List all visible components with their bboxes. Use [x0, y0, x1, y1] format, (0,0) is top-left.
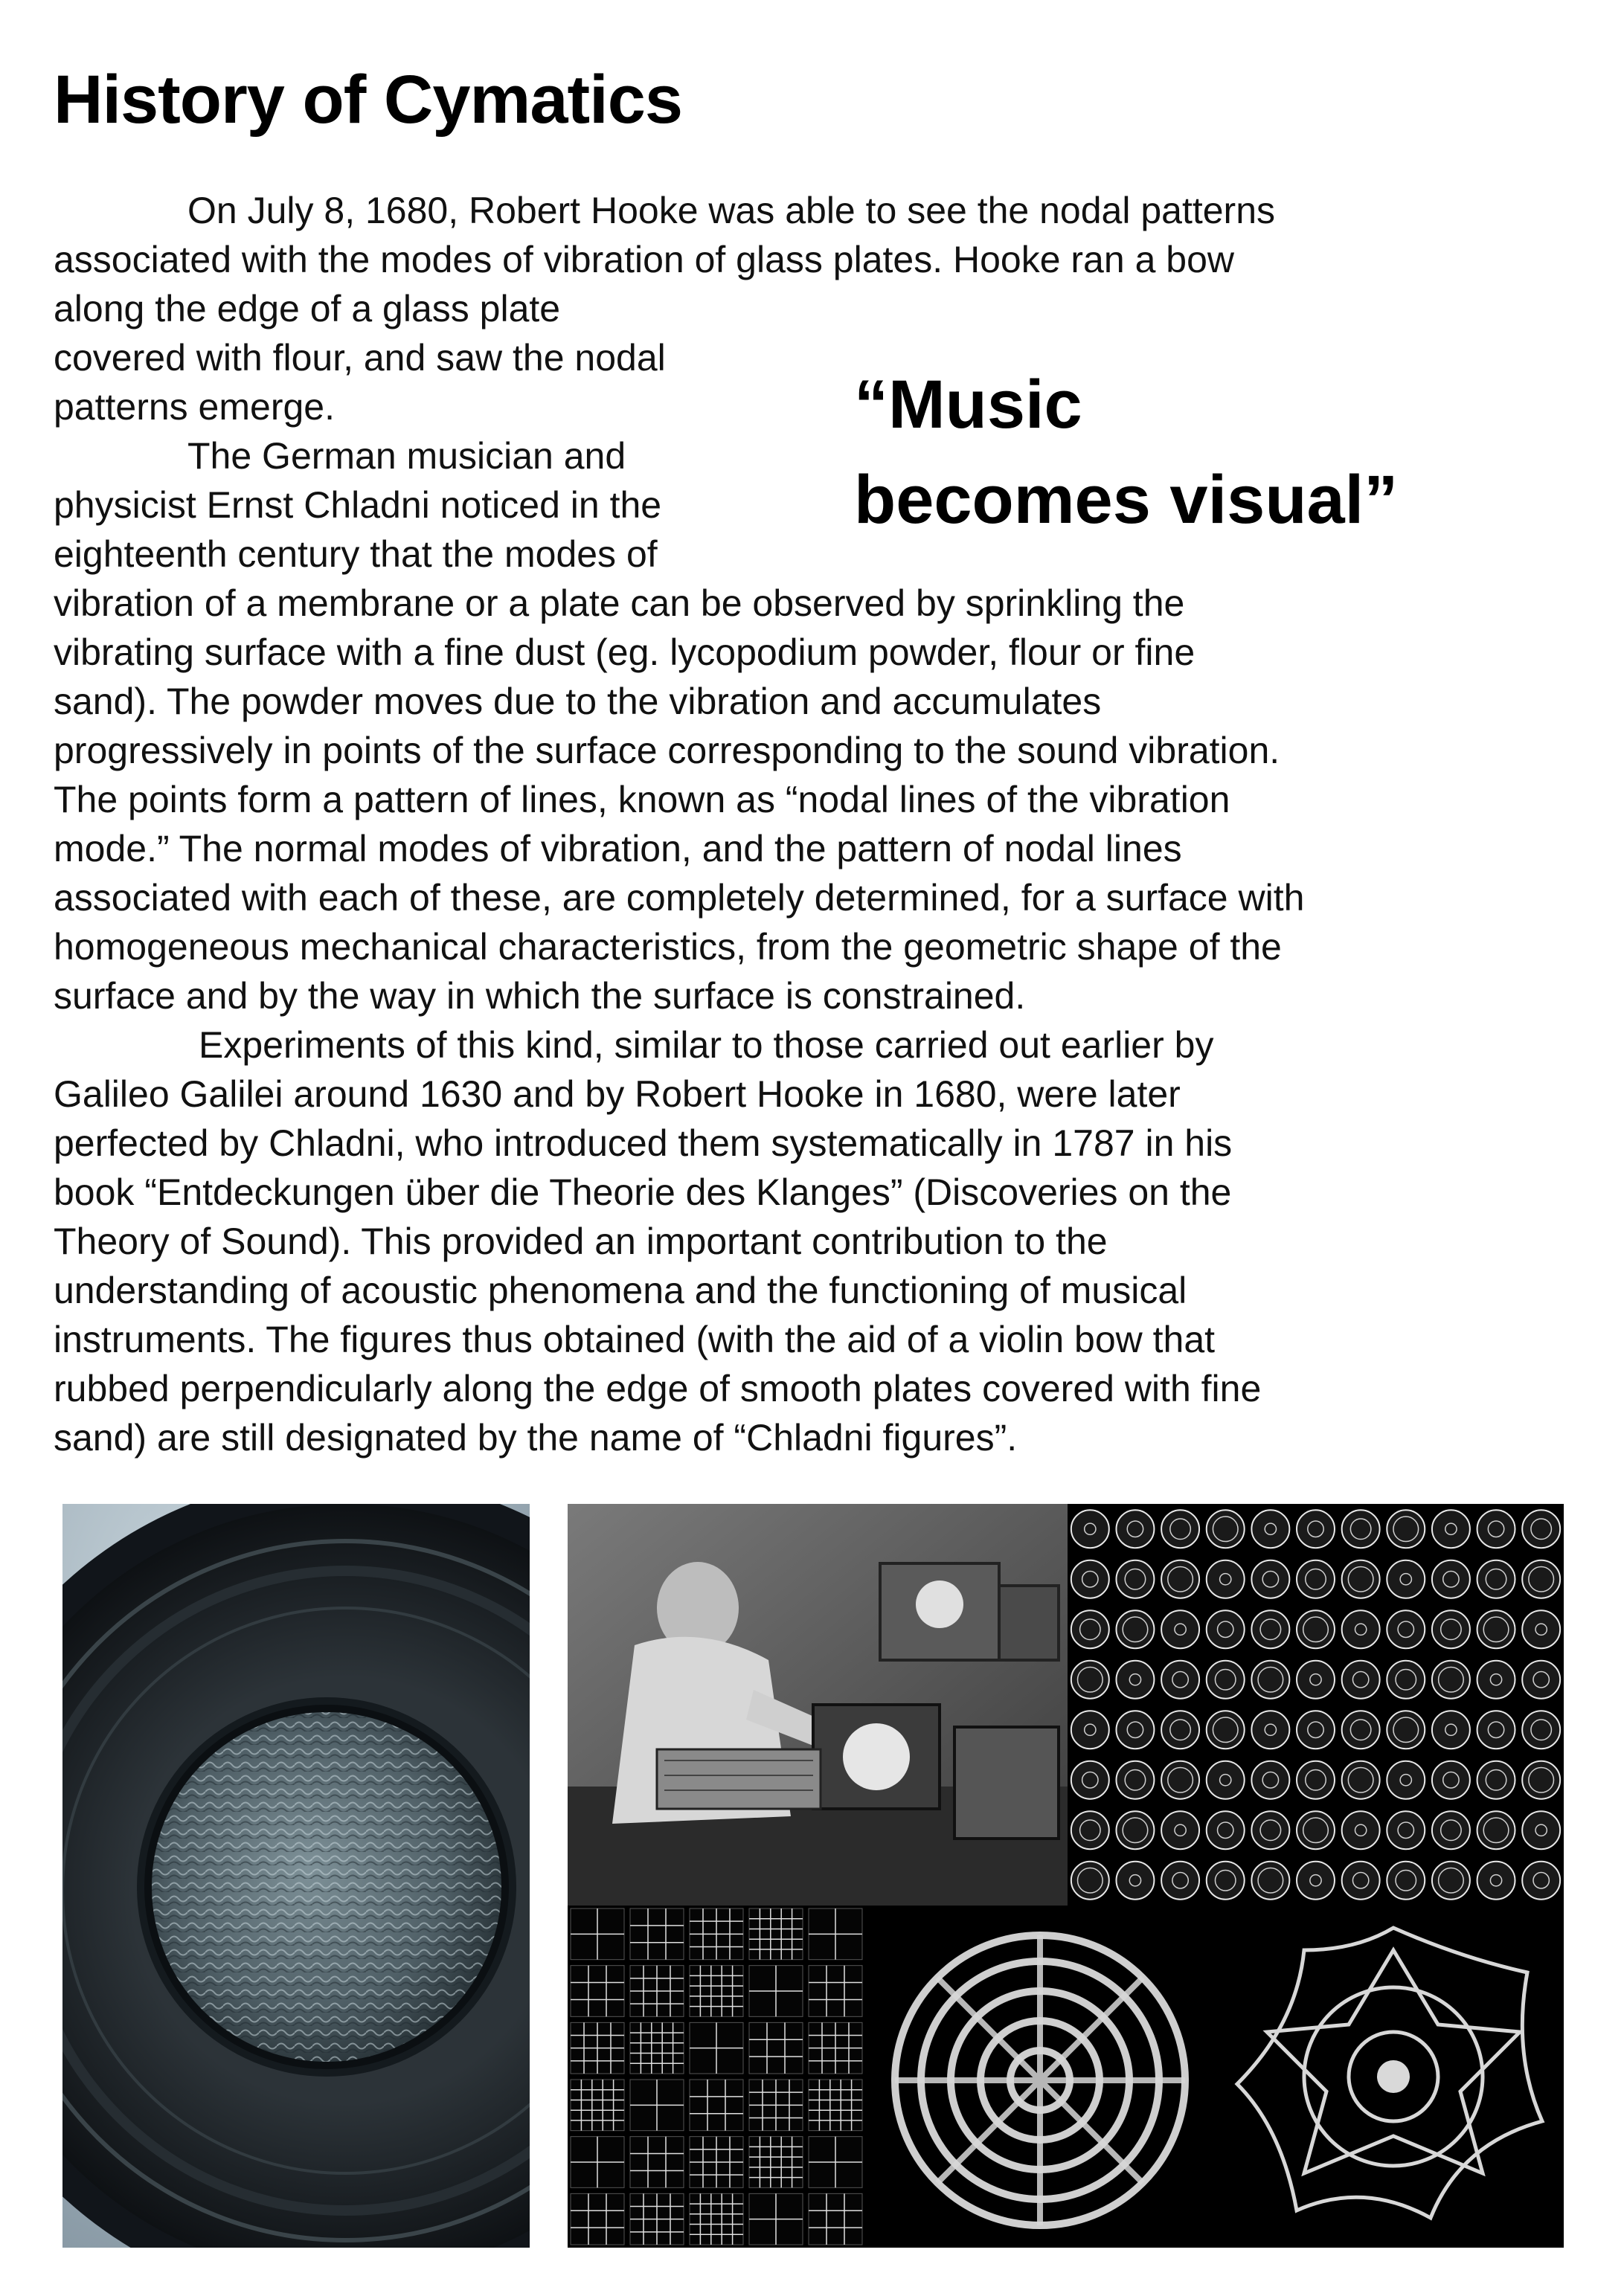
text-line: eighteenth century that the modes of	[54, 533, 658, 575]
text-line: sand). The powder moves due to the vibration and accumulates	[54, 681, 1102, 722]
text-line: Theory of Sound). This provided an important contribution to the	[54, 1221, 1108, 1262]
page-title: History of Cymatics	[54, 62, 683, 138]
pull-quote-line: “Music	[854, 367, 1082, 443]
text-line: vibrating surface with a fine dust (eg. lycopodium powder, flour or fine	[54, 631, 1195, 673]
chladni-figures-grid	[568, 1906, 865, 2248]
text-line: On July 8, 1680, Robert Hooke was able to see the nodal patterns	[187, 190, 1276, 231]
text-line: sand) are still designated by the name of “Chladni figures”.	[54, 1417, 1018, 1459]
text-line: along the edge of a glass plate	[54, 288, 561, 329]
researcher-photo	[568, 1504, 1068, 1906]
text-line: instruments. The figures thus obtained (with the aid of a violin bow that	[54, 1319, 1216, 1360]
pull-quote-line: becomes visual”	[854, 462, 1399, 538]
text-line: homogeneous mechanical characteristics, from the geometric shape of the	[54, 926, 1282, 968]
text-line: associated with each of these, are completely determined, for a surface with	[54, 877, 1305, 919]
text-line: book “Entdeckungen über die Theorie des Klanges” (Discoveries on the	[54, 1171, 1232, 1213]
text-line: mode.” The normal modes of vibration, and the pattern of nodal lines	[54, 828, 1182, 869]
text-line: vibration of a membrane or a plate can be observed by sprinkling the	[54, 582, 1185, 624]
text-line: The points form a pattern of lines, known as “nodal lines of the vibration	[54, 779, 1230, 820]
text-line: rubbed perpendicularly along the edge of smooth plates covered with fine	[54, 1368, 1262, 1409]
text-line: physicist Ernst Chladni noticed in the	[54, 484, 662, 526]
text-line: associated with the modes of vibration of glass plates. Hooke ran a bow	[54, 239, 1234, 280]
paragraph-experiments	[54, 1020, 1586, 1462]
text-line: understanding of acoustic phenomena and the functioning of musical	[54, 1270, 1187, 1311]
circular-patterns-grid	[1068, 1504, 1564, 1906]
text-line: patterns emerge.	[54, 386, 335, 428]
speaker-cymatics-photo	[62, 1504, 530, 2248]
text-line: Galileo Galilei around 1630 and by Robert Hooke in 1680, were later	[54, 1073, 1181, 1115]
text-line: surface and by the way in which the surface is constrained.	[54, 975, 1026, 1017]
text-line: perfected by Chladni, who introduced them systematically in 1787 in his	[54, 1122, 1233, 1164]
text-line: Experiments of this kind, similar to those carried out earlier by	[199, 1024, 1214, 1066]
text-line: covered with flour, and saw the nodal	[54, 337, 666, 379]
spiral-pattern-photo	[865, 1906, 1215, 2248]
text-line: progressively in points of the surface corresponding to the sound vibration.	[54, 730, 1280, 771]
pull-quote	[854, 357, 1524, 547]
star-pattern-photo	[1215, 1906, 1564, 2248]
text-line: The German musician and	[187, 435, 626, 477]
